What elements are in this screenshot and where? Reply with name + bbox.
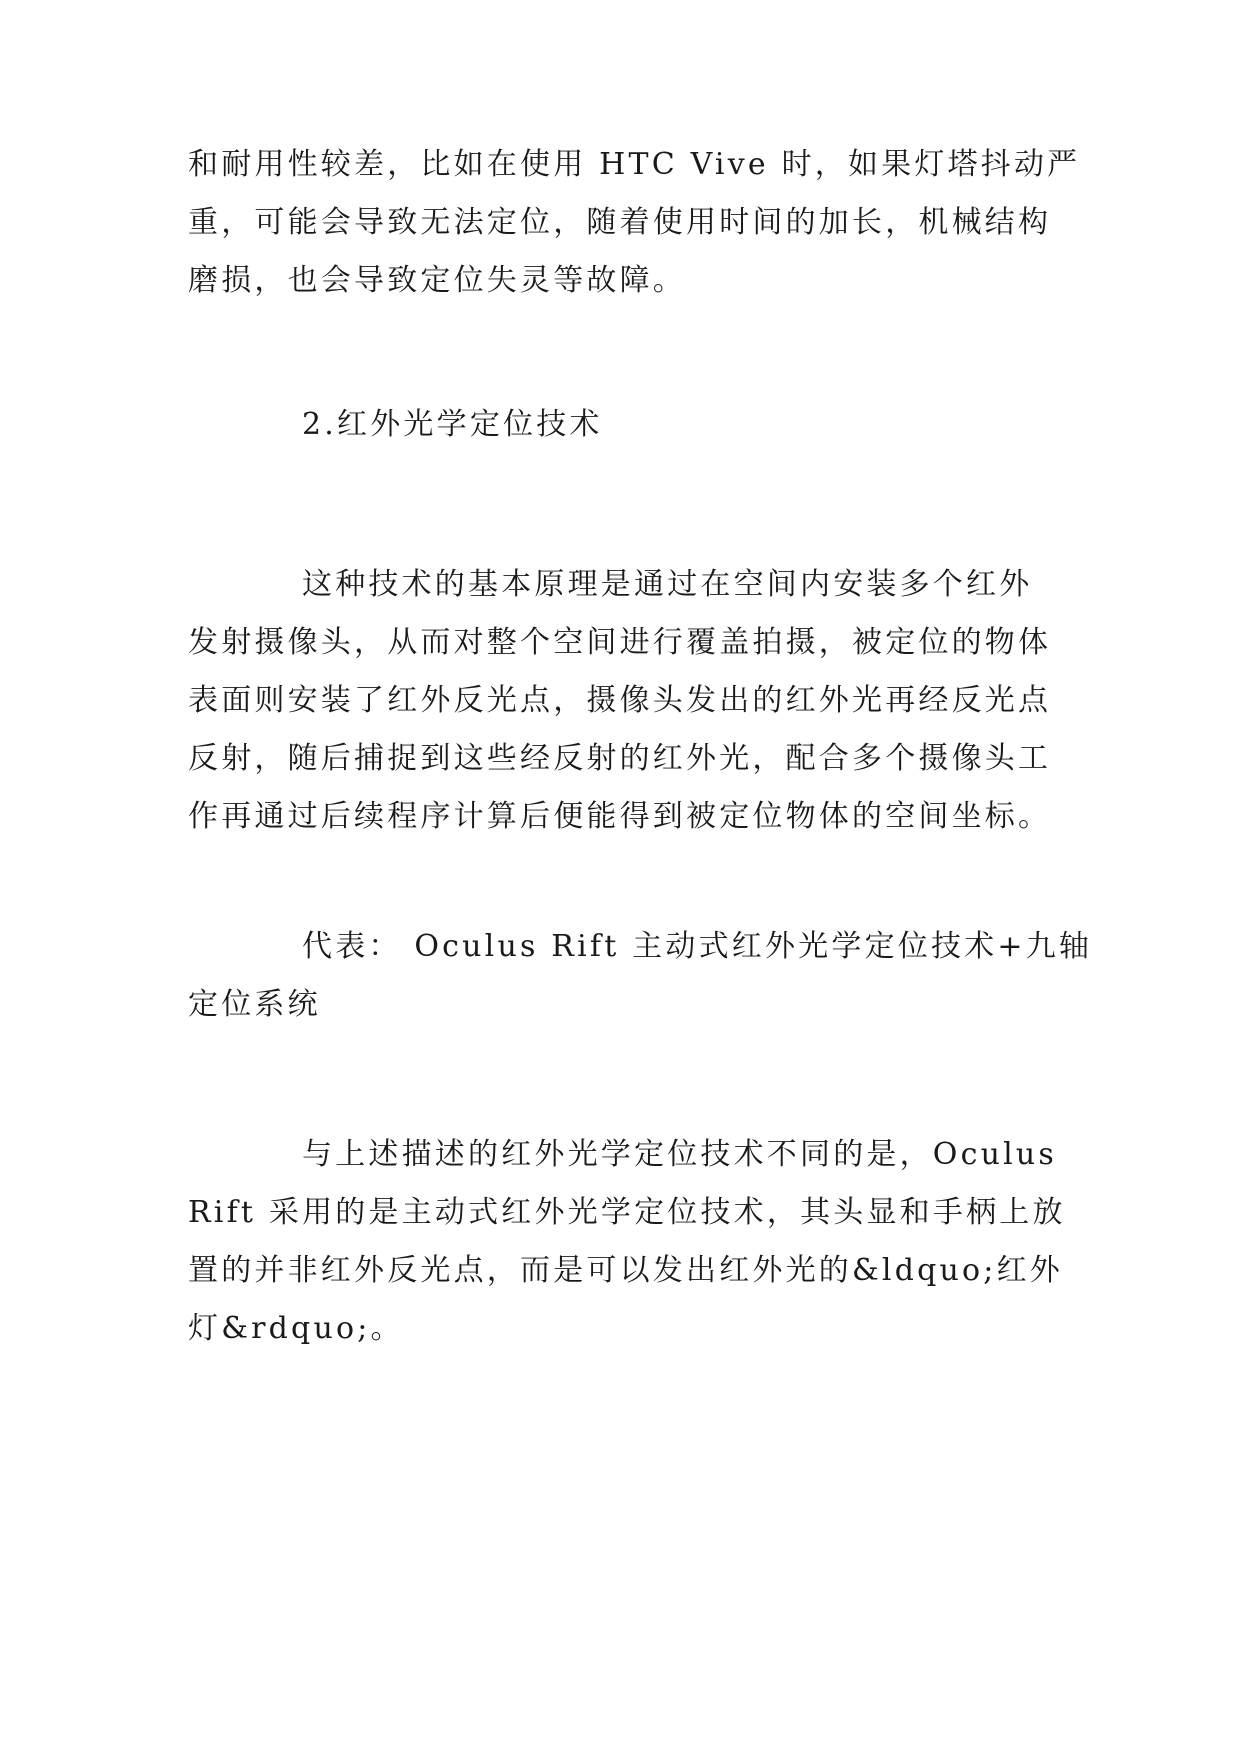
section-heading: 2.红外光学定位技术 <box>302 407 603 442</box>
paragraph-line: 重，可能会导致无法定位，随着使用时间的加长，机械结构 <box>188 205 1052 240</box>
paragraph-line: 与上述描述的红外光学定位技术不同的是，Oculus <box>302 1137 1058 1172</box>
paragraph-durability <box>188 136 1081 310</box>
paragraph-line: 反射，随后捕捉到这些经反射的红外光，配合多个摄像头工 <box>188 741 1052 776</box>
paragraph-line: 定位系统 <box>188 987 321 1022</box>
paragraph-line: 表面则安装了红外反光点，摄像头发出的红外光再经反光点 <box>188 683 1052 718</box>
paragraph-line: 这种技术的基本原理是通过在空间内安装多个红外 <box>302 567 1033 602</box>
paragraph-oculus <box>188 1126 1066 1358</box>
paragraph-line: 作再通过后续程序计算后便能得到被定位物体的空间坐标。 <box>188 799 1052 834</box>
paragraph-line: 置的并非红外反光点，而是可以发出红外光的&ldquo;红外 <box>188 1253 1063 1288</box>
paragraph-principle <box>188 556 1052 846</box>
paragraph-line: 磨损，也会导致定位失灵等故障。 <box>188 263 686 298</box>
paragraph-line: 发射摄像头，从而对整个空间进行覆盖拍摄，被定位的物体 <box>188 625 1052 660</box>
paragraph-line: 灯&rdquo;。 <box>188 1311 404 1346</box>
paragraph-line: 代表： Oculus Rift 主动式红外光学定位技术+九轴 <box>302 929 1093 964</box>
paragraph-line: 和耐用性较差，比如在使用 HTC Vive 时，如果灯塔抖动严 <box>188 147 1081 182</box>
paragraph-line: Rift 采用的是主动式红外光学定位技术，其头显和手柄上放 <box>188 1195 1066 1230</box>
paragraph-representative <box>188 918 1093 1034</box>
